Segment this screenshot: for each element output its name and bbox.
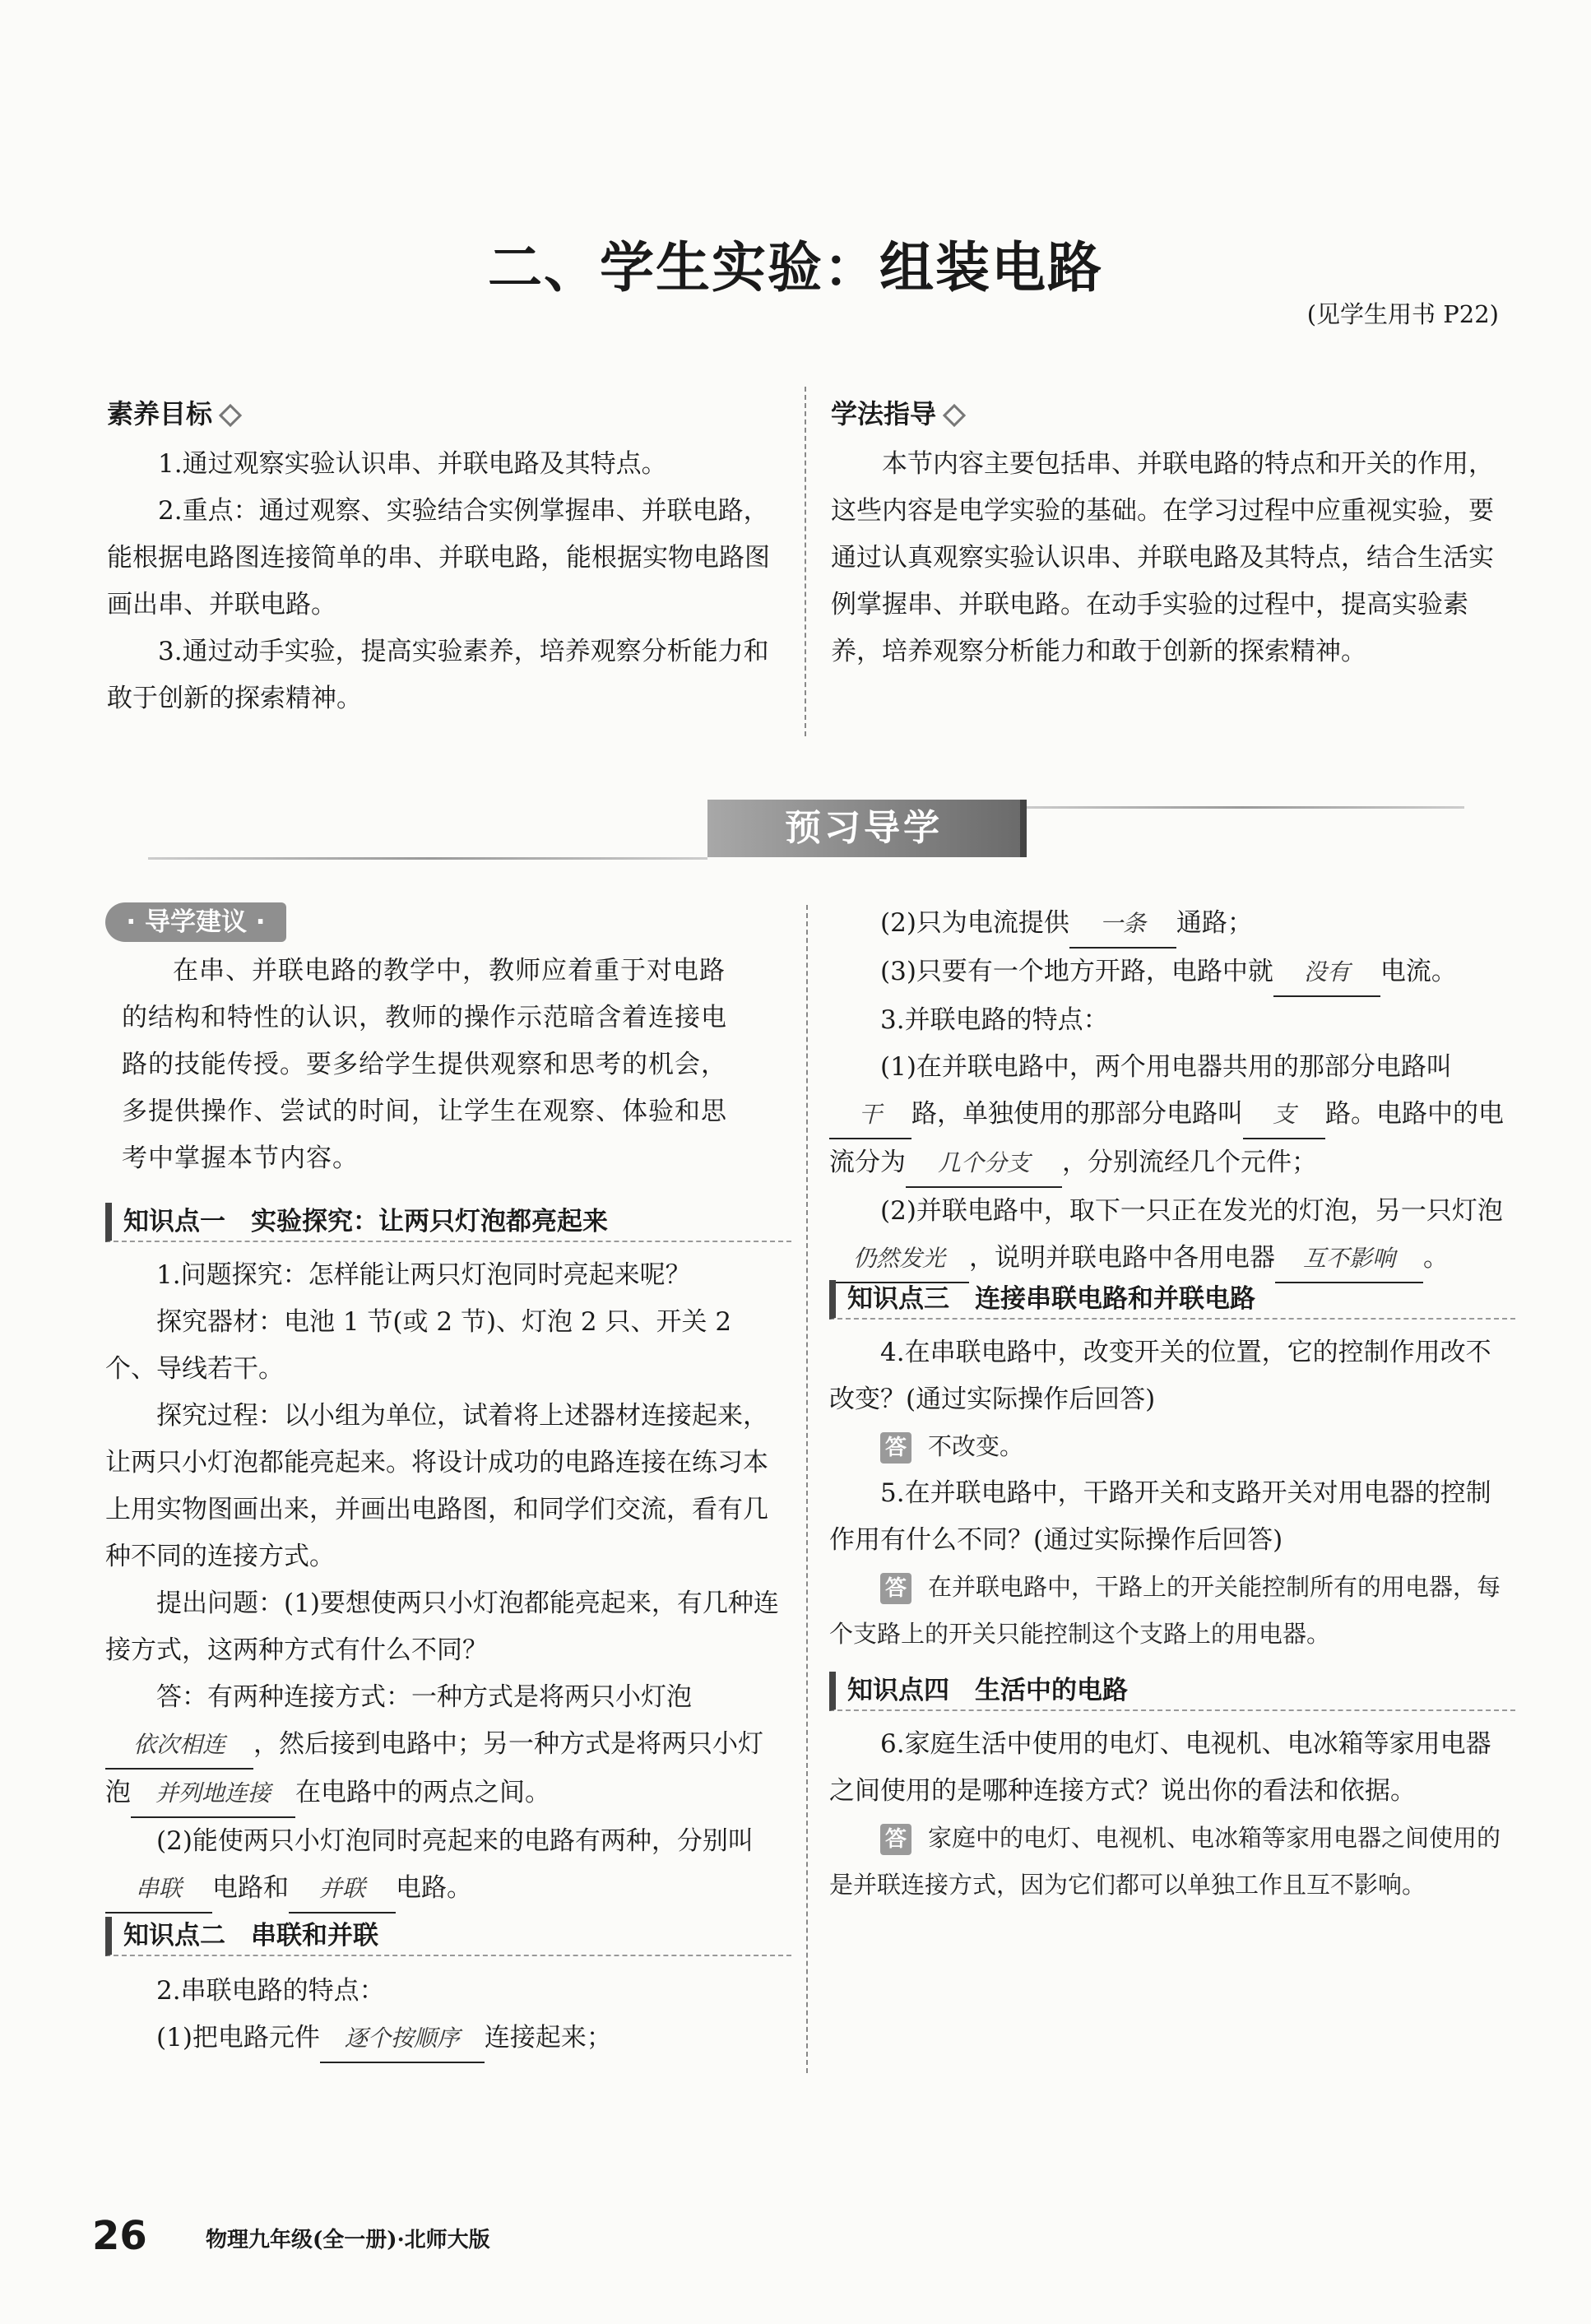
answer-blank: 干	[829, 1091, 911, 1139]
answer-blank: 依次相连	[105, 1721, 253, 1770]
kp1-materials: 探究器材：电池 1 节(或 2 节)、灯泡 2 只、开关 2 个、导线若干。	[105, 1307, 732, 1384]
answer-blank: 仍然发光	[829, 1235, 969, 1283]
text-run: (1)在并联电路中，两个用电器共用的那部分电路叫	[880, 1052, 1452, 1082]
text-run: 答：有两种连接方式：一种方式是将两只小灯泡	[156, 1682, 692, 1712]
text-run: (2)能使两只小灯泡同时亮起来的电路有两种，分别叫	[156, 1826, 754, 1856]
kp4-body	[829, 1721, 1504, 1909]
kp2-parallel-2	[829, 1188, 1504, 1283]
answer-blank: 串联	[105, 1865, 212, 1913]
page-title: 二、学生实验：组装电路	[488, 236, 1103, 299]
kp3-body	[829, 1329, 1504, 1658]
method-heading	[831, 393, 962, 431]
advice-tag: · 导学建议 ·	[105, 902, 286, 942]
text-run: (2)并联电路中，取下一只正在发光的灯泡，另一只灯泡	[880, 1196, 1503, 1226]
page-number: 26	[92, 2213, 147, 2259]
answer-blank: 几个分支	[906, 1139, 1062, 1188]
kp1-question: 1.问题探究：怎样能让两只灯泡同时亮起来呢？	[156, 1260, 691, 1290]
method-text: 本节内容主要包括串、并联电路的特点和开关的作用，这些内容是电学实验的基础。在学习过程中应重视实验，要通过认真观察实验认识串、并联电路及其特点，结合生活实例掌握串、并联电路。在动手实验的过程中，提高实验素养，培养观察分析能力和敢于创新的探索精神。	[831, 449, 1494, 666]
kp1-q2	[105, 1818, 780, 1913]
text-run: ，分别流经几个元件；	[1062, 1148, 1317, 1177]
text-run: (2)只为电流提供	[880, 908, 1069, 938]
kp2-body-left	[105, 1968, 780, 2063]
text-run: 路，单独使用的那部分电路叫	[911, 1099, 1243, 1129]
kp2-series-3	[829, 949, 1504, 997]
advice-text: 在串、并联电路的教学中，教师应着重于对电路的结构和特性的认识，教师的操作示范暗含着连接电路的技能传授。要多给学生提供观察和思考的机会，多提供操作、尝试的时间，让学生在观察、体验和思考中掌握本节内容。	[122, 956, 727, 1173]
section-banner: 预习导学	[707, 800, 1020, 857]
text-run: 电路。	[396, 1873, 472, 1903]
advice-block	[122, 948, 747, 1182]
answer-mark-icon: 答	[880, 1432, 911, 1464]
kp4-q6: 6.家庭生活中使用的电灯、电视机、电冰箱等家用电器之间使用的是哪种连接方式？说出你的看法和依据。	[829, 1729, 1491, 1806]
answer-text: 在并联电路中，干路上的开关能控制所有的用电器，每个支路上的开关只能控制这个支路上的用电器。	[829, 1573, 1501, 1648]
kp2-parallel-1	[829, 1044, 1504, 1188]
goal-item: 2.重点：通过观察、实验结合实例掌握串、并联电路，能根据电路图连接简单的串、并联电路，能根据实物电路图画出串、并联电路。	[107, 496, 770, 619]
answer-blank: 一条	[1069, 900, 1176, 949]
kp2-heading: 知识点二 串联和并联	[105, 1917, 791, 1956]
text-run: ，然后接到电路中；另一种方式是将两只小灯泡	[105, 1729, 763, 1807]
answer-text: 家庭中的电灯、电视机、电冰箱等家用电器之间使用的是并联连接方式，因为它们都可以单独工作且互不影响。	[829, 1824, 1501, 1899]
text-run: 连接起来；	[484, 2023, 612, 2053]
answer-blank: 并联	[289, 1865, 396, 1913]
kp1-body	[105, 1252, 780, 1913]
goals-heading	[107, 393, 239, 431]
kp1-ask: 提出问题：(1)要想使两只小灯泡都能亮起来，有几种连接方式，这两种方式有什么不同？	[105, 1589, 779, 1665]
text-run: 通路；	[1176, 908, 1253, 938]
diamond-icon	[943, 404, 966, 427]
diamond-icon	[219, 404, 242, 427]
text-run: 电流。	[1380, 957, 1457, 986]
kp2-parallel-title: 3.并联电路的特点：	[880, 1005, 1109, 1035]
kp1-heading: 知识点一 实验探究：让两只灯泡都亮起来	[105, 1203, 791, 1242]
text-run: (1)把电路元件	[156, 2023, 320, 2053]
text-run: 在电路中的两点之间。	[295, 1778, 550, 1807]
reference-note: (见学生用书 P22)	[1306, 300, 1499, 328]
answer-blank: 并列地连接	[131, 1770, 295, 1818]
answer-text: 不改变。	[928, 1432, 1024, 1460]
goals-list	[107, 441, 782, 722]
kp2-series-1	[105, 2015, 780, 2063]
answer-blank: 没有	[1273, 949, 1380, 997]
kp4-a6	[829, 1815, 1504, 1909]
column-divider	[805, 387, 806, 736]
kp2-series-2	[829, 900, 1504, 949]
kp2-body-right	[829, 900, 1504, 1283]
kp3-q4: 4.在串联电路中，改变开关的位置，它的控制作用改不改变？(通过实际操作后回答)	[829, 1338, 1491, 1414]
answer-blank: 互不影响	[1275, 1235, 1423, 1283]
kp2-series-title: 2.串联电路的特点：	[156, 1976, 385, 2006]
kp3-heading: 知识点三 连接串联电路和并联电路	[829, 1280, 1515, 1320]
kp3-q5: 5.在并联电路中，干路开关和支路开关对用电器的控制作用有什么不同？(通过实际操作后回答)	[829, 1478, 1491, 1555]
goal-item: 1.通过观察实验认识串、并联电路及其特点。	[158, 449, 667, 479]
kp1-answer	[105, 1674, 780, 1818]
kp3-a5	[829, 1564, 1504, 1658]
answer-blank: 逐个按顺序	[320, 2015, 485, 2063]
kp1-process: 探究过程：以小组为单位，试着将上述器材连接起来，让两只小灯泡都能亮起来。将设计成功的电路连接在练习本上用实物图画出来，并画出电路图，和同学们交流，看有几种不同的连接方式。	[105, 1401, 768, 1571]
kp4-heading: 知识点四 生活中的电路	[829, 1672, 1515, 1711]
method-heading-text: 学法指导	[831, 398, 937, 429]
text-run: (3)只要有一个地方开路，电路中就	[880, 957, 1273, 986]
method-text-block	[831, 441, 1505, 675]
answer-mark-icon: 答	[880, 1824, 911, 1855]
banner-rule-left	[148, 857, 707, 860]
column-divider-lower	[806, 905, 808, 2073]
footer-text: 物理九年级(全一册)·北师大版	[206, 2228, 490, 2252]
text-run: ，说明并联电路中各用电器	[969, 1243, 1275, 1273]
kp3-a4	[829, 1423, 1504, 1470]
goals-heading-text: 素养目标	[107, 398, 213, 429]
text-run: 路。电路中的电流分为	[829, 1099, 1504, 1177]
goal-item: 3.通过动手实验，提高实验素养，培养观察分析能力和敢于创新的探索精神。	[107, 637, 769, 713]
text-run: 电路和	[212, 1873, 289, 1903]
banner-rule-right	[1020, 806, 1464, 809]
answer-blank: 支	[1243, 1091, 1325, 1139]
answer-mark-icon: 答	[880, 1573, 911, 1604]
text-run: 。	[1423, 1243, 1449, 1273]
